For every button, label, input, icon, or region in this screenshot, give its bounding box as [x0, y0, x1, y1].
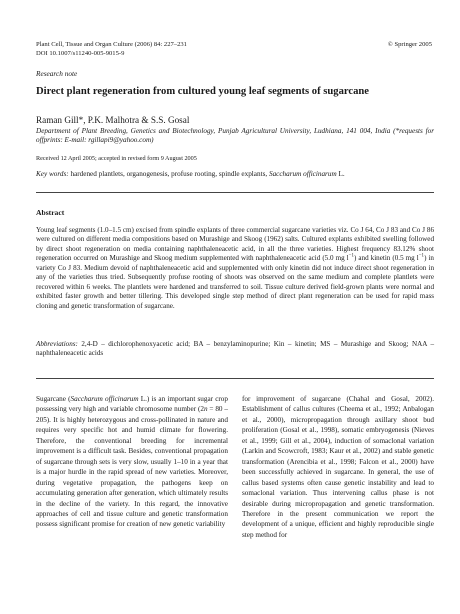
abstract-text: Young leaf segments (1.0–1.5 cm) excised from spindle explants of three commercial sugarcane varieties viz. Co J 64, Co J 83 and Co J 86 were cultured on different media compositions based on Murashige and Skoog (1962) salts. Cultured explants exhibited swelling followed by direct shoot regeneration on media containing naphthaleneacetic acid, in all the three varieties. Highest frequency 83.12% shoot regeneration occurred on Murashige and Skoog medium supplemented with naphthaleneacetic acid (5.0 mg $l^{-1}$) and kinetin (0.5 mg $l^{-1}$) in variety Co J 83. Medium devoid of naphthaleneacetic acid and supplemented with only kinetin did not induce direct shoot regeneration in any of the varieties thus tried. Subsequently profuse rooting of shoots was observed on the same medium and complete plantlets were recovered within 6 weeks. The plantlets were hardened and transferred to soil. Tissue culture derived field-grown plants were normal and exhibited faster growth and better tillering. This developed single step method of direct plant regeneration can be used for rapid mass cloning and genetic transformation of sugarcane.	[36, 226, 434, 310]
abstract-heading: Abstract	[36, 208, 65, 217]
author-list: Raman Gill*, P.K. Malhotra & S.S. Gosal	[36, 115, 190, 125]
keywords	[36, 170, 434, 178]
abbreviations-label: Abbreviations:	[36, 340, 78, 348]
received-dates: Received 12 April 2005; accepted in revised form 9 August 2005	[36, 155, 197, 162]
affiliation: Department of Plant Breeding, Genetics and Biotechnology, Punjab Agricultural University, Ludhiana, 141 004, India (*requests for offprints: E-mail: rgillapi9@yahoo.com)	[36, 127, 434, 145]
keywords-species: Saccharum officinarum	[268, 170, 337, 178]
keywords-label: Key words:	[36, 170, 69, 178]
article-title: Direct plant regeneration from cultured young leaf segments of sugarcane	[36, 86, 369, 97]
abbreviations-text: 2,4-D – dichlorophenoxyacetic acid; BA – benzylaminopurine; Kin – kinetin; MS – Murashige and Skoog; NAA – naphthaleneacetic acids	[36, 340, 434, 358]
keywords-text: hardened plantlets, organogenesis, profuse rooting, spindle explants,	[68, 170, 269, 178]
divider-top	[36, 192, 434, 193]
copyright: © Springer 2005	[387, 41, 432, 48]
journal-header	[36, 41, 187, 58]
abbreviations	[36, 340, 434, 359]
divider-bottom	[36, 378, 434, 379]
doi: DOI 10.1007/s11240-005-9015-9	[36, 49, 125, 57]
keywords-end: L.	[336, 170, 345, 178]
body-column-left: Sugarcane (Saccharum officinarum L.) is an important sugar crop possessing very high and variable chromosome number (2n = 80 – 205). It is highly heterozygous and cross-pollinated in nature and requires very specific hot and humid climate for flowering. Therefore, the conventional breeding for incremental improvement is a difficult task. Besides, conventional propagation of sugarcane through sets is very slow, usually 1–10 in a year that is a major hurdle in the rapid spread of new varieties. Moreover, during vegetative propagation, the pathogens keep on accumulating generation after generation, which ultimately results in the decline of the variety. In this regard, the innovative approaches of cell and tissue culture and genetic transformation possess significant promise for creation of new genetic variability	[36, 395, 228, 529]
body-column-right: for improvement of sugarcane (Chahal and Gosal, 2002). Establishment of callus cultures (Cheema et al., 1992; Anbalogan et al., 2000), micropropagation through axillary shoot bud proliferation (Gosal et al., 1998), somatic embryogenesis (Nieves et al., 1999; Gill et al., 2004), induction of somaclonal variation (Larkin and Scowcroft, 1983; Kaur et al., 2002) and stable genetic transformation (Arencibia et al., 1998; Falcon et al., 2000) have been successfully achieved in sugarcane. In general, the use of callus based systems often cause genetic instability and lead to somaclonal variation. Thus intervening callus phase is not desirable during micropropagation and genetic transformation. Therefore in the present communication we report the development of a unique, efficient and highly reproducible single step method for	[242, 395, 434, 539]
article-type: Research note	[36, 69, 78, 78]
journal-citation: Plant Cell, Tissue and Organ Culture (2006) 84: 227–231	[36, 41, 187, 48]
